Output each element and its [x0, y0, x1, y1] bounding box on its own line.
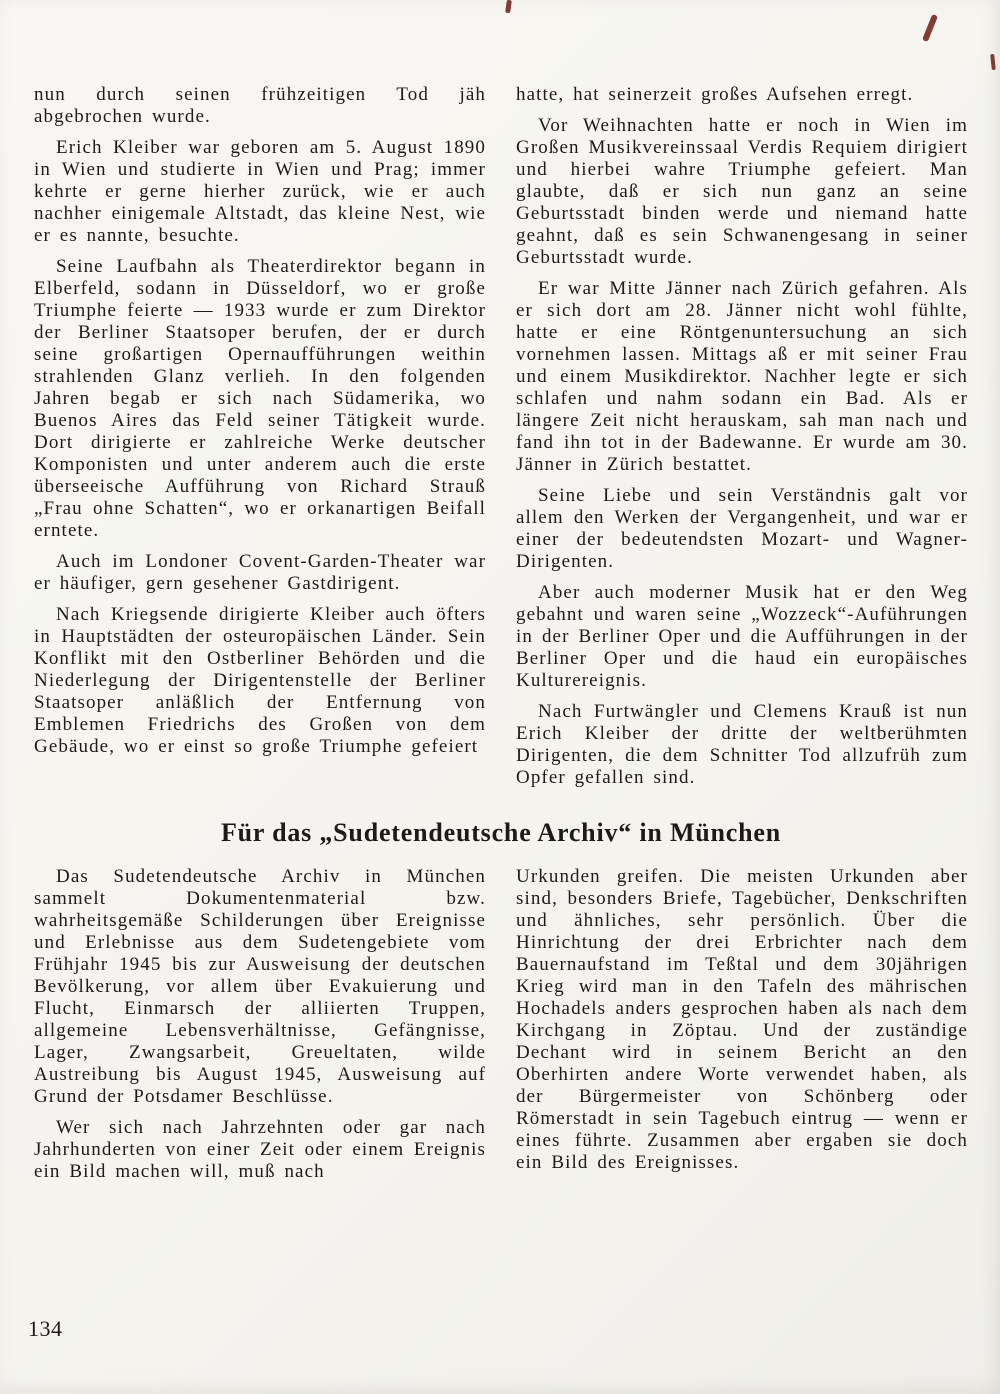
paragraph: Wer sich nach Jahrzehnten oder gar nach Jahrhunderten von einer Zeit oder einem Ereignis ein Bild machen will, muß nach	[34, 1117, 486, 1182]
paragraph: Seine Liebe und sein Verständnis galt vor allem den Werken der Vergangenheit, und war er einer der bedeutendsten Mozart- und Wagner-Dirigenten.	[516, 485, 968, 572]
article-kleiber-right-column	[516, 84, 968, 798]
article-kleiber-left-column	[34, 84, 486, 798]
paragraph: Nach Kriegsende dirigierte Kleiber auch öfters in Hauptstädten der osteuropäischen Länder. Sein Konflikt mit den Ostberliner Behörden und die Niederlegung der Dirigentenstelle der Berliner Staatsoper anläßlich der Entfernung von Emblemen Friedrichs des Großen von dem Gebäude, wo er einst so große Triumphe gefeiert	[34, 604, 486, 757]
paragraph: Seine Laufbahn als Theaterdirektor begann in Elberfeld, sodann in Düsseldorf, wo er große Triumphe feierte — 1933 wurde er zum Direktor der Berliner Staatsoper berufen, der er durch seine großartigen Opernaufführungen weithin strahlenden Glanz verlieh. In den folgenden Jahren begab er sich nach Südamerika, wo Buenos Aires das Feld seiner Tätigkeit wurde. Dort dirigierte er zahlreiche Werke deutscher Komponisten und unter anderem auch die erste überseeische Aufführung von Richard Strauß „Frau ohne Schatten“, wo er orkanartigen Beifall erntete.	[34, 256, 486, 541]
scan-ink-mark	[922, 14, 938, 42]
article-kleiber-obituary	[34, 84, 968, 798]
paragraph: Erich Kleiber war geboren am 5. August 1890 in Wien und studierte in Wien und Prag; immer kehrte er gerne hierher zurück, wie er auch nachher einigemale Altstadt, das kleine Nest, wie er es nannte, besuchte.	[34, 137, 486, 246]
paragraph: hatte, hat seinerzeit großes Aufsehen erregt.	[516, 84, 914, 105]
scan-ink-mark	[505, 0, 512, 13]
page-number: 134	[28, 1316, 63, 1341]
article-sudetendeutsches-archiv	[34, 866, 968, 1192]
article-archiv-right-column	[516, 866, 968, 1192]
paragraph: Auch im Londoner Covent-Garden-Theater war er häufiger, gern gesehener Gastdirigent.	[34, 551, 486, 594]
paragraph: Aber auch moderner Musik hat er den Weg gebahnt und waren seine „Wozzeck“-Auführungen in der Berliner Oper und die Aufführungen in der Berliner Oper und die haud ein europäisches Kulturereignis.	[516, 582, 968, 691]
paragraph: nun durch seinen frühzeitigen Tod jäh abgebrochen wurde.	[34, 84, 486, 127]
article-archiv-headline: Für das „Sudetendeutsche Archiv“ in München	[220, 818, 782, 847]
page-content	[34, 84, 968, 1192]
paragraph: Er war Mitte Jänner nach Zürich gefahren. Als er sich dort am 28. Jänner nicht wohl fühlte, hatte er eine Röntgenuntersuchung an sich vornehmen lassen. Mittags aß er mit seiner Frau und einem Musikdirektor. Nachher legte er sich schlafen und nahm sodann ein Bad. Als er längere Zeit nicht herauskam, sah man nach und fand ihn tot in der Badewanne. Er wurde am 30. Jänner in Zürich bestattet.	[516, 278, 968, 475]
paragraph: Nach Furtwängler und Clemens Krauß ist nun Erich Kleiber der dritte der weltberühmten Dirigenten, die dem Schnitter Tod allzufrüh zum Opfer gefallen sind.	[516, 701, 968, 788]
paragraph: Das Sudetendeutsche Archiv in München sammelt Dokumentenmaterial bzw. wahrheitsgemäße Schilderungen über Ereignisse und Erlebnisse aus dem Sudetengebiete vom Frühjahr 1945 bis zur Ausweisung der deutschen Bevölkerung, vor allem über Evakuierung und Flucht, Einmarsch der alliierten Truppen, allgemeine Lebensverhältnisse, Gefängnisse, Lager, Zwangsarbeit, Greueltaten, wilde Austreibung bis August 1945, Ausweisung auf Grund der Potsdamer Beschlüsse.	[34, 866, 486, 1107]
scan-ink-mark	[990, 54, 996, 70]
paragraph: Vor Weihnachten hatte er noch in Wien im Großen Musikvereinssaal Verdis Requiem dirigiert und hierbei wahre Triumphe gefeiert. Man glaubte, daß er sich nun ganz an seine Geburtsstadt binden werde und niemand hatte geahnt, daß es sein Schwanengesang in seiner Geburtsstadt wurde.	[516, 115, 968, 268]
article-archiv-left-column	[34, 866, 486, 1192]
paragraph: Urkunden greifen. Die meisten Urkunden aber sind, besonders Briefe, Tagebücher, Denkschriften und ähnliches, sehr persönlich. Über die Hinrichtung der drei Erbrichter nach dem Bauernaufstand im Teßtal und dem 30jährigen Krieg wird man in den Tafeln des mährischen Hochadels anders gesprochen haben als nach dem Kirchgang in Zöptau. Und der zuständige Dechant wird in seinem Bericht an den Oberhirten andere Worte verwendet haben, als der Bürgermeister von Schönberg oder Römerstadt in sein Tagebuch eintrug — wenn er eines führte. Zusammen aber ergaben sie doch ein Bild des Ereignisses.	[516, 866, 968, 1173]
